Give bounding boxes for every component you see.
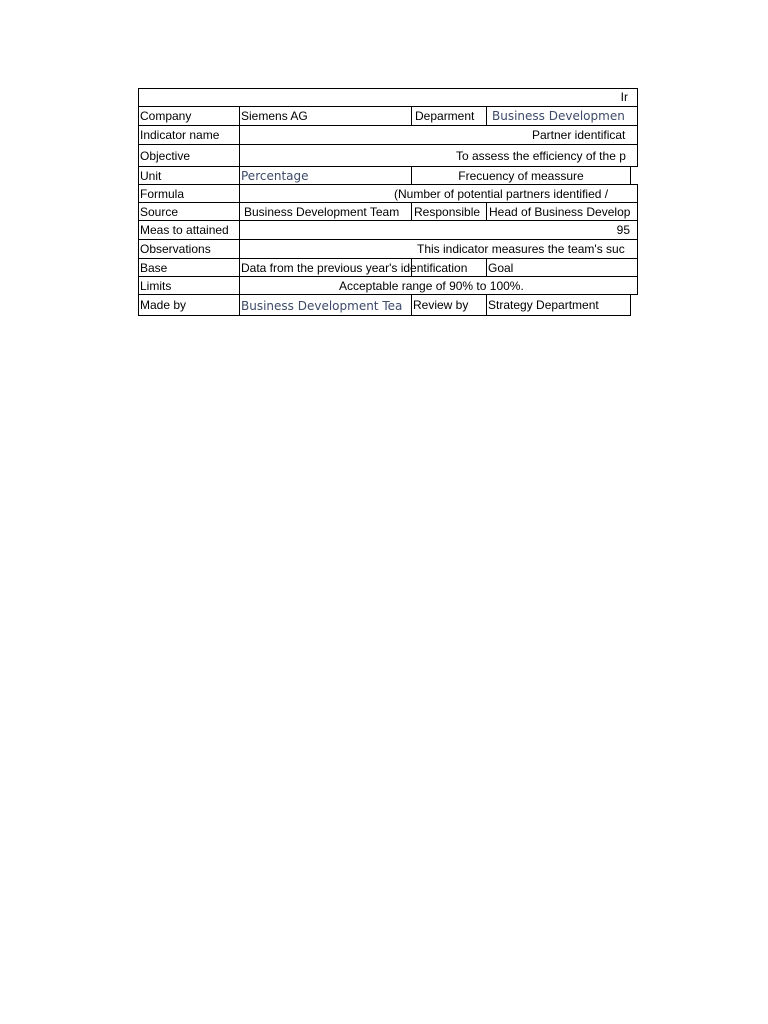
indicator-sheet — [138, 88, 631, 316]
reviewby-label: Review by — [411, 294, 487, 316]
objective-label: Objective — [138, 144, 240, 167]
reviewby-value: Strategy Department — [486, 294, 631, 316]
meas-label: Meas to attained — [138, 220, 240, 240]
indicator-label: Indicator name — [138, 125, 240, 145]
limits-value: Acceptable range of 90% to 100%. — [239, 276, 638, 295]
company-label: Company — [138, 106, 240, 126]
unit-label: Unit — [138, 166, 240, 185]
department-value: Business Developmen — [486, 106, 638, 126]
meas-value: 95 — [239, 220, 638, 240]
formula-value: (Number of potential partners identified / — [239, 184, 638, 203]
observations-label: Observations — [138, 239, 240, 259]
department-label: Deparment — [411, 106, 487, 126]
indicator-value: Partner identificat — [239, 125, 638, 145]
goal-cell-spacer — [411, 258, 487, 277]
unit-value: Percentage — [239, 166, 412, 185]
base-label: Base — [138, 258, 240, 277]
source-value: Business Development Team — [239, 202, 412, 221]
frequency-label: Frecuency of meassure — [411, 166, 631, 185]
objective-value: To assess the efficiency of the p — [239, 144, 638, 167]
formula-label: Formula — [138, 184, 240, 203]
responsible-value: Head of Business Develop — [486, 202, 638, 221]
madeby-label: Made by — [138, 294, 240, 316]
responsible-label: Responsible — [411, 202, 487, 221]
goal-label: Goal — [486, 258, 638, 277]
company-value: Siemens AG — [239, 106, 412, 126]
limits-label: Limits — [138, 276, 240, 295]
sheet-title: Ir — [138, 88, 638, 107]
observations-value: This indicator measures the team's suc — [239, 239, 638, 259]
base-value: Data from the previous year's identification — [239, 258, 412, 277]
madeby-value: Business Development Tea — [239, 294, 412, 316]
source-label: Source — [138, 202, 240, 221]
